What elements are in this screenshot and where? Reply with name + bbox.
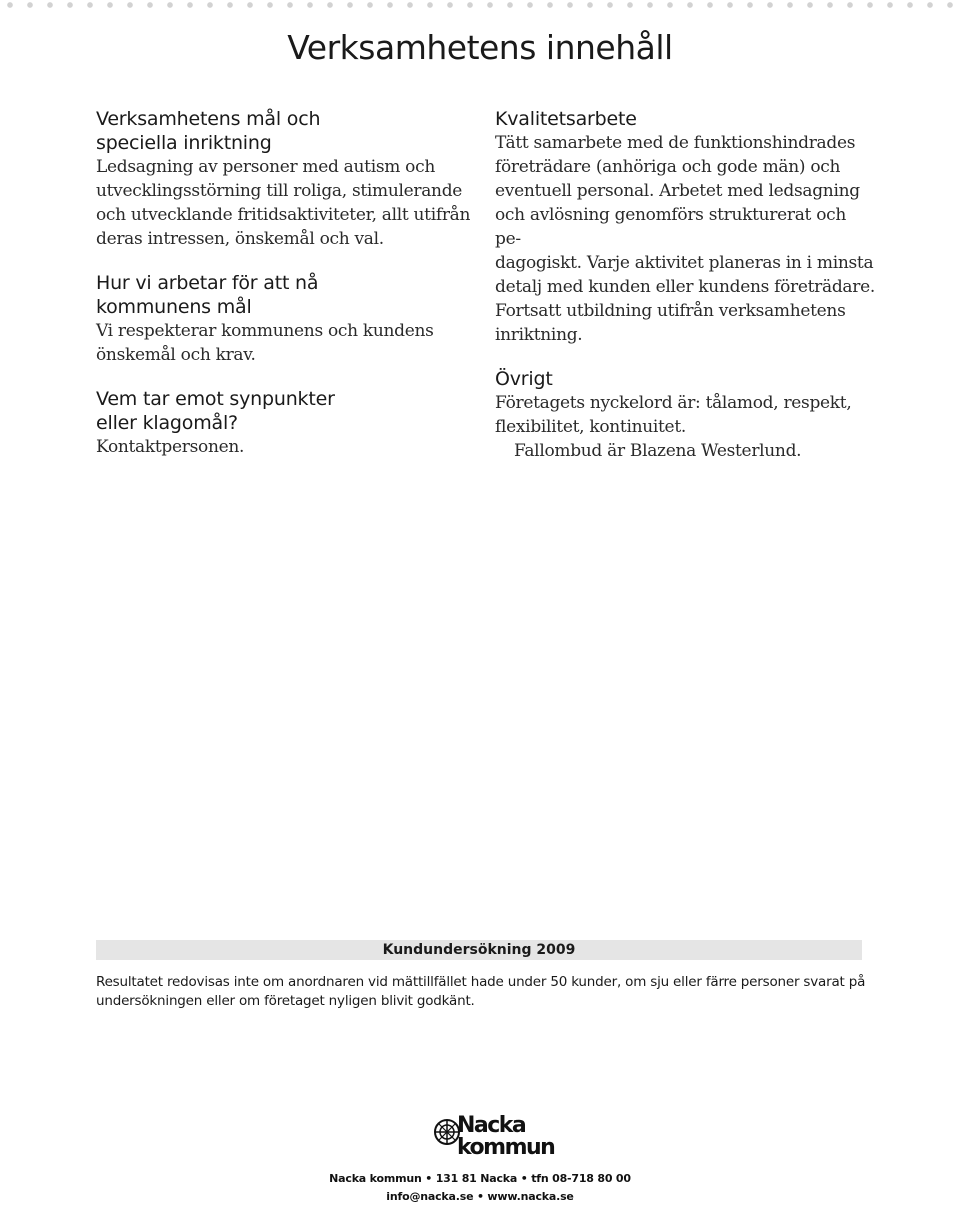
body-line: företrädare (anhöriga och gode män) och	[495, 157, 841, 177]
body-line: inriktning.	[495, 325, 583, 345]
body-line: Kontaktpersonen.	[96, 437, 245, 457]
survey-title-bar: Kundundersökning 2009	[96, 940, 862, 960]
logo-wordmark	[457, 1115, 554, 1159]
body-line: Ledsagning av personer med autism och	[96, 157, 435, 177]
section-heading-line: Vem tar emot synpunkter	[96, 388, 335, 410]
right-column	[495, 107, 875, 483]
body-line: detalj med kunden eller kundens företrädare.	[495, 277, 875, 297]
section-heading-line: Övrigt	[495, 368, 553, 390]
body-line: Tätt samarbete med de funktionshindrades	[495, 133, 856, 153]
footer-contact: info@nacka.se • www.nacka.se	[386, 1190, 574, 1203]
body-line: flexibilitet, kontinuitet.	[495, 417, 686, 437]
body-line: eventuell personal. Arbetet med ledsagning	[495, 181, 860, 201]
section-other	[495, 367, 875, 463]
section-quality	[495, 107, 875, 347]
body-line: Fortsatt utbildning utifrån verksamhetens	[495, 301, 846, 321]
survey-text: Resultatet redovisas inte om anordnaren vid mättillfället hade under 50 kunder, om sju eller färre personer svarat på undersökningen eller om företaget nyligen blivit godkänt.	[96, 974, 866, 1009]
left-column	[96, 107, 491, 479]
section-heading-line: eller klagomål?	[96, 412, 238, 434]
section-complaints	[96, 387, 491, 459]
logo-word-kommun: kommun	[457, 1135, 555, 1160]
section-goals	[96, 107, 491, 251]
ombud-line: Fallombud är Blazena Westerlund.	[514, 441, 802, 461]
body-line: Vi respekterar kommunens och kundens	[96, 321, 434, 341]
section-heading-line: Hur vi arbetar för att nå	[96, 272, 319, 294]
body-line: deras intressen, önskemål och val.	[96, 229, 384, 249]
body-line: och avlösning genomförs strukturerat och pe-	[495, 205, 846, 249]
footer-address: Nacka kommun • 131 81 Nacka • tfn 08-718 80 00	[329, 1172, 631, 1185]
section-heading-line: speciella inriktning	[96, 132, 272, 154]
body-line: dagogiskt. Varje aktivitet planeras in i minsta	[495, 253, 874, 273]
body-line: önskemål och krav.	[96, 345, 256, 365]
section-heading-line: Verksamhetens mål och	[96, 108, 321, 130]
section-heading-line: Kvalitetsarbete	[495, 108, 637, 130]
section-heading-line: kommunens mål	[96, 296, 252, 318]
page-title: Verksamhetens innehåll	[287, 28, 673, 67]
body-line: och utvecklande fritidsaktiviteter, allt utifrån	[96, 205, 471, 225]
section-how-we-work	[96, 271, 491, 367]
logo-word-nacka: Nacka	[457, 1113, 526, 1138]
nacka-logo	[432, 1113, 555, 1167]
body-line: utvecklingsstörning till roliga, stimulerande	[96, 181, 463, 201]
body-line: Företagets nyckelord är: tålamod, respekt,	[495, 393, 852, 413]
top-dot-border	[0, 0, 960, 10]
